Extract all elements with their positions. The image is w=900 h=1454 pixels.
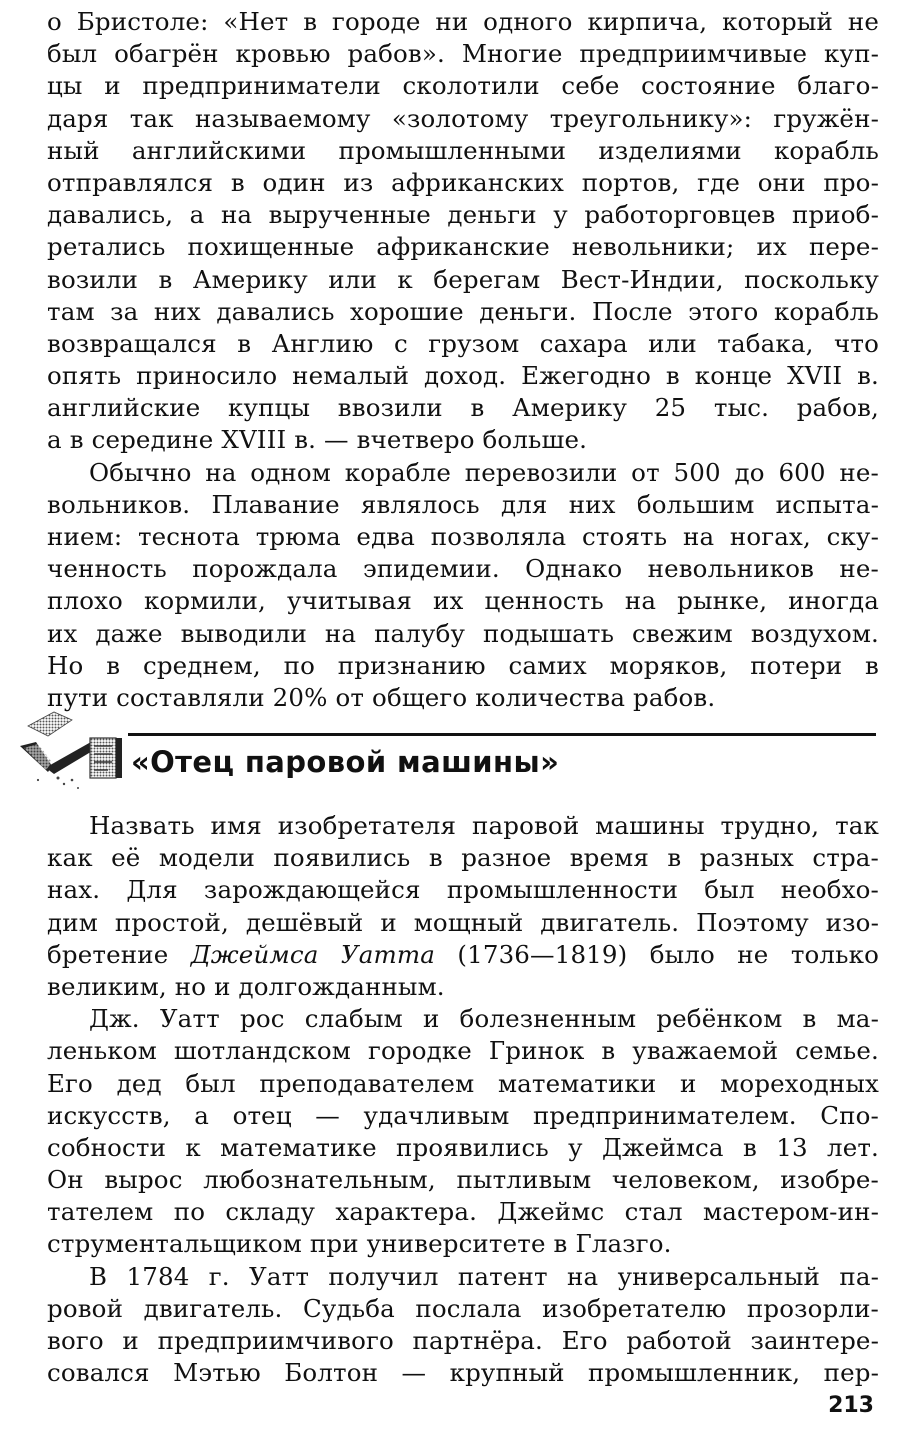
text-line: леньком шотландском городке Гринок в уважаемой семье. [47,1036,879,1066]
text-line: тателем по складу характера. Джеймс стал мастером-ин- [47,1197,879,1227]
text-line-with-italic [47,939,879,971]
text-line: вого и предприимчивого партнёра. Его работой заинтере- [47,1326,879,1355]
text-line: дим простой, дешёвый и мощный двигатель. Поэтому изо- [47,907,879,937]
text-line: Он вырос любознательным, пытливым человеком, изобре- [47,1165,879,1195]
section-title: «Отец паровой машины» [131,745,560,779]
text-line: вольников. Плавание являлось для них большим испыта- [47,489,879,519]
text-line: отправлялся в один из африканских портов, где они про- [47,167,879,197]
text-line: а в середине XVIII в. — вчетверо больше. [47,425,588,455]
paragraph-watt-childhood [47,1003,879,1261]
section-heading [0,700,900,800]
text-line: ченность порождала эпидемии. Однако невольников не- [47,554,879,584]
text-line: возвращался в Англию с грузом сахара или табака, что [47,328,879,358]
page-number: 213 [828,1393,874,1418]
text-line: ретались похищенные африканские невольники; их пере- [47,232,879,262]
text-line: великим, но и долгожданным. [47,971,445,1001]
text-line: нием: теснота трюма едва позволяла стоять на ногах, ску- [47,522,879,551]
paragraph-ships [47,457,879,715]
text-segment: бретение [47,939,191,969]
text-line: нах. Для зарождающейся промышленности был необхо- [47,875,879,905]
text-line: Назвать имя изобретателя паровой машины трудно, так [89,811,879,840]
text-line: искусств, а отец — удачливым предпринимателем. Спо- [47,1100,879,1130]
text-line: пути составляли 20% от общего количества рабов. [47,682,716,712]
text-line: был обагрён кровью рабов». Многие предприимчивые куп- [47,39,879,69]
text-line: Но в среднем, по признанию самих моряков, потери в [47,650,879,680]
paragraph-inventor-name [47,810,879,1003]
text-line: даря так называемому «золотому треугольнику»: гружён- [47,103,879,133]
text-line: цы и предприниматели сколотили себе состояние благо- [47,71,879,101]
text-line: ровой двигатель. Судьба послала изобретателю прозорли- [47,1293,879,1323]
text-line: о Бристоле: «Нет в городе ни одного кирпича, который не [47,7,879,36]
text-line: ный английскими промышленными изделиями корабль [47,135,879,165]
text-line: как её модели появились в разное время в разных стра- [47,843,879,873]
bottom-text-block [47,810,879,1389]
checkmark-pencil-icon [18,708,128,796]
text-line: плохо кормили, учитывая их ценность на рынке, иногда [47,586,879,616]
section-rule [128,733,876,736]
text-line: Его дед был преподавателем математики и мореходных [47,1068,879,1098]
text-line: опять приносило немалый доход. Ежегодно в конце XVII в. [47,361,879,391]
text-line: возили в Америку или к берегам Вест-Индии, поскольку [47,264,879,294]
text-line: английские купцы ввозили в Америку 25 тыс. рабов, [47,393,879,423]
text-line: там за них давались хорошие деньги. После этого корабль [47,296,879,326]
text-line: струментальщиком при университете в Глазго. [47,1229,672,1259]
top-text-block [47,6,879,714]
text-segment: (1736—1819) было не только [435,939,879,969]
text-line: их даже выводили на палубу подышать свежим воздухом. [47,618,879,648]
text-line: давались, а на вырученные деньги у работорговцев приоб- [47,200,879,230]
paragraph-bristol [47,6,879,457]
text-line: Дж. Уатт рос слабым и болезненным ребёнком в ма- [89,1004,879,1034]
paragraph-patent [47,1261,879,1390]
text-line: В 1784 г. Уатт получил патент на универсальный па- [89,1261,879,1291]
italic-name: Джеймса Уатта [190,939,435,969]
text-line: совался Мэтью Болтон — крупный промышленник, пер- [47,1358,879,1388]
text-line: Обычно на одном корабле перевозили от 500 до 600 не- [89,457,879,487]
text-line: собности к математике проявились у Джеймса в 13 лет. [47,1132,879,1162]
